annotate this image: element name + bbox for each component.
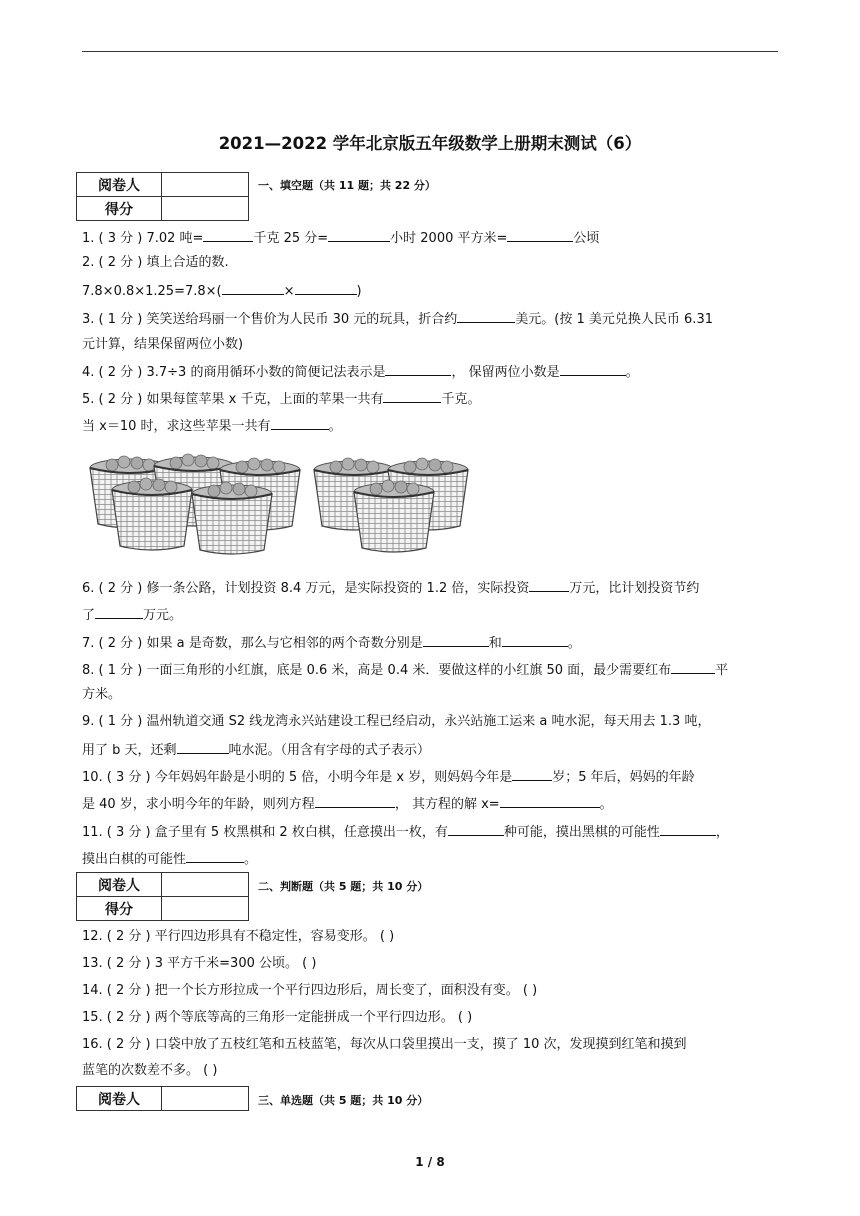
q2-text: ) <box>356 284 362 299</box>
question-16-continued: 蓝笔的次数差不多。 ( ) <box>82 1063 218 1078</box>
question-10 <box>82 767 695 787</box>
answer-blank[interactable] <box>95 605 143 619</box>
question-1 <box>82 228 599 248</box>
answer-blank[interactable] <box>186 849 244 863</box>
question-2: 2. ( 2 分 ) 填上合适的数. <box>82 255 229 270</box>
q3-text: 3. ( 1 分 ) 笑笑送给玛丽一个售价为人民币 30 元的玩具，折合约 <box>82 312 458 327</box>
q8-text: 8. ( 1 分 ) 一面三角形的小红旗，底是 0.6 米，高是 0.4 米．要做这样的小红旗 50 面，最少需要红布 <box>82 663 672 678</box>
q7-text: 。 <box>567 636 581 651</box>
q4-text: ， 保留两位小数是 <box>451 365 560 380</box>
q1-text: 小时 2000 平方米= <box>390 231 508 246</box>
grader-table <box>76 172 249 221</box>
section-heading: 一、填空题（共 11 题；共 22 分） <box>258 179 436 192</box>
q1-text: 千克 25 分= <box>253 231 329 246</box>
question-14: 14. ( 2 分 ) 把一个长方形拉成一个平行四边形后，周长变了，面积没有变。 ( ) <box>82 983 538 998</box>
q10-text: ， 其方程的解 x= <box>394 797 500 812</box>
question-13: 13. ( 2 分 ) 3 平方千米=300 公顷。 ( ) <box>82 956 317 971</box>
answer-blank[interactable] <box>660 822 716 836</box>
q5-text: 5. ( 2 分 ) 如果每筐苹果 x 千克，上面的苹果一共有 <box>82 392 384 407</box>
section-heading: 二、判断题（共 5 题；共 10 分） <box>258 880 429 893</box>
reviewer-label: 阅卷人 <box>77 1087 162 1111</box>
basket-icon <box>112 478 192 550</box>
question-9: 9. ( 1 分 ) 温州轨道交通 S2 线龙湾永兴站建设工程已经启动，永兴站施工运来 a 吨水泥，每天用去 1.3 吨， <box>82 714 711 729</box>
grader-table <box>76 1086 249 1111</box>
q10-text: 是 40 岁，求小明今年的年龄，则列方程 <box>82 797 315 812</box>
question-10-continued <box>82 794 613 814</box>
q6-text: 了 <box>82 608 96 623</box>
answer-blank[interactable] <box>560 362 626 376</box>
q11-text: 种可能，摸出黑棋的可能性 <box>503 825 660 840</box>
q5-text: 当 x＝10 时，求这些苹果一共有 <box>82 419 271 434</box>
q10-text: 。 <box>599 797 613 812</box>
answer-blank[interactable] <box>271 416 329 430</box>
q5-text: 千克。 <box>441 392 481 407</box>
answer-blank[interactable] <box>512 767 552 781</box>
question-16: 16. ( 2 分 ) 口袋中放了五枝红笔和五枝蓝笔，每次从口袋里摸出一支，摸了 10 次，发现摸到红笔和摸到 <box>82 1037 687 1052</box>
q9-text: 吨水泥。（用含有字母的式子表示） <box>228 743 431 758</box>
section-heading: 三、单选题（共 5 题；共 10 分） <box>258 1094 429 1107</box>
q6-text: 6. ( 2 分 ) 修一条公路，计划投资 8.4 万元，是实际投资的 1.2 倍，实际投资 <box>82 581 530 596</box>
q2-text: × <box>283 284 295 299</box>
q11-text: 摸出白棋的可能性 <box>82 852 187 867</box>
page-number: 1 / 8 <box>415 1155 445 1169</box>
answer-blank[interactable] <box>383 389 441 403</box>
answer-blank[interactable] <box>295 281 357 295</box>
answer-blank[interactable] <box>385 362 451 376</box>
q4-text: 。 <box>625 365 639 380</box>
answer-blank[interactable] <box>457 309 515 323</box>
answer-blank[interactable] <box>203 228 253 242</box>
question-5-continued <box>82 416 342 436</box>
answer-blank[interactable] <box>500 794 600 808</box>
answer-blank[interactable] <box>423 633 489 647</box>
header-rule <box>82 51 778 52</box>
q11-text: ， <box>715 825 729 840</box>
grader-table <box>76 872 249 921</box>
q11-text: 11. ( 3 分 ) 盒子里有 5 枚黑棋和 2 枚白棋，任意摸出一枚，有 <box>82 825 448 840</box>
q10-text: 岁；5 年后，妈妈的年龄 <box>552 770 695 785</box>
question-2-expression <box>82 281 362 301</box>
answer-blank[interactable] <box>328 228 390 242</box>
answer-blank[interactable] <box>507 228 573 242</box>
question-12: 12. ( 2 分 ) 平行四边形具有不稳定性，容易变形。 ( ) <box>82 929 395 944</box>
question-7 <box>82 633 581 653</box>
q9-text: 用了 b 天，还剩 <box>82 743 177 758</box>
answer-blank[interactable] <box>448 822 504 836</box>
question-6 <box>82 578 699 598</box>
q10-text: 10. ( 3 分 ) 今年妈妈年龄是小明的 5 倍，小明今年是 x 岁，则妈妈今年是 <box>82 770 513 785</box>
score-cell <box>162 897 249 921</box>
score-label: 得分 <box>77 897 162 921</box>
q6-text: 万元，比计划投资节约 <box>569 581 700 596</box>
question-11 <box>82 822 729 842</box>
q4-text: 4. ( 2 分 ) 3.7÷3 的商用循环小数的简便记法表示是 <box>82 365 386 380</box>
question-3 <box>82 309 713 329</box>
reviewer-cell <box>162 173 249 197</box>
q2-text: 7.8×0.8×1.25=7.8×( <box>82 284 222 299</box>
question-8 <box>82 660 728 680</box>
reviewer-cell <box>162 873 249 897</box>
question-5 <box>82 389 480 409</box>
question-6-continued <box>82 605 182 625</box>
answer-blank[interactable] <box>222 281 284 295</box>
reviewer-label: 阅卷人 <box>77 173 162 197</box>
question-8-continued: 方米。 <box>82 687 122 702</box>
basket-icon <box>354 480 434 552</box>
q6-text: 万元。 <box>143 608 183 623</box>
question-11-continued <box>82 849 257 869</box>
q5-text: 。 <box>328 419 342 434</box>
answer-blank[interactable] <box>671 660 715 674</box>
score-label: 得分 <box>77 197 162 221</box>
q7-text: 7. ( 2 分 ) 如果 a 是奇数，那么与它相邻的两个奇数分别是 <box>82 636 423 651</box>
apple-baskets-illustration <box>88 448 480 564</box>
q3-text: 美元。(按 1 美元兑换人民币 6.31 <box>515 312 713 327</box>
reviewer-label: 阅卷人 <box>77 873 162 897</box>
answer-blank[interactable] <box>529 578 569 592</box>
question-15: 15. ( 2 分 ) 两个等底等高的三角形一定能拼成一个平行四边形。 ( ) <box>82 1010 473 1025</box>
answer-blank[interactable] <box>177 740 229 754</box>
question-4 <box>82 362 639 382</box>
reviewer-cell <box>162 1087 249 1111</box>
q1-text: 公顷 <box>573 231 600 246</box>
basket-icon <box>192 482 272 554</box>
answer-blank[interactable] <box>315 794 395 808</box>
score-cell <box>162 197 249 221</box>
q1-text: 1. ( 3 分 ) 7.02 吨= <box>82 231 204 246</box>
question-3-continued: 元计算，结果保留两位小数) <box>82 337 244 352</box>
answer-blank[interactable] <box>502 633 568 647</box>
question-9-continued <box>82 740 430 760</box>
q11-text: 。 <box>244 852 258 867</box>
q7-text: 和 <box>488 636 502 651</box>
q8-text: 平 <box>715 663 729 678</box>
page-title: 2021—2022 学年北京版五年级数学上册期末测试（6） <box>218 134 642 153</box>
